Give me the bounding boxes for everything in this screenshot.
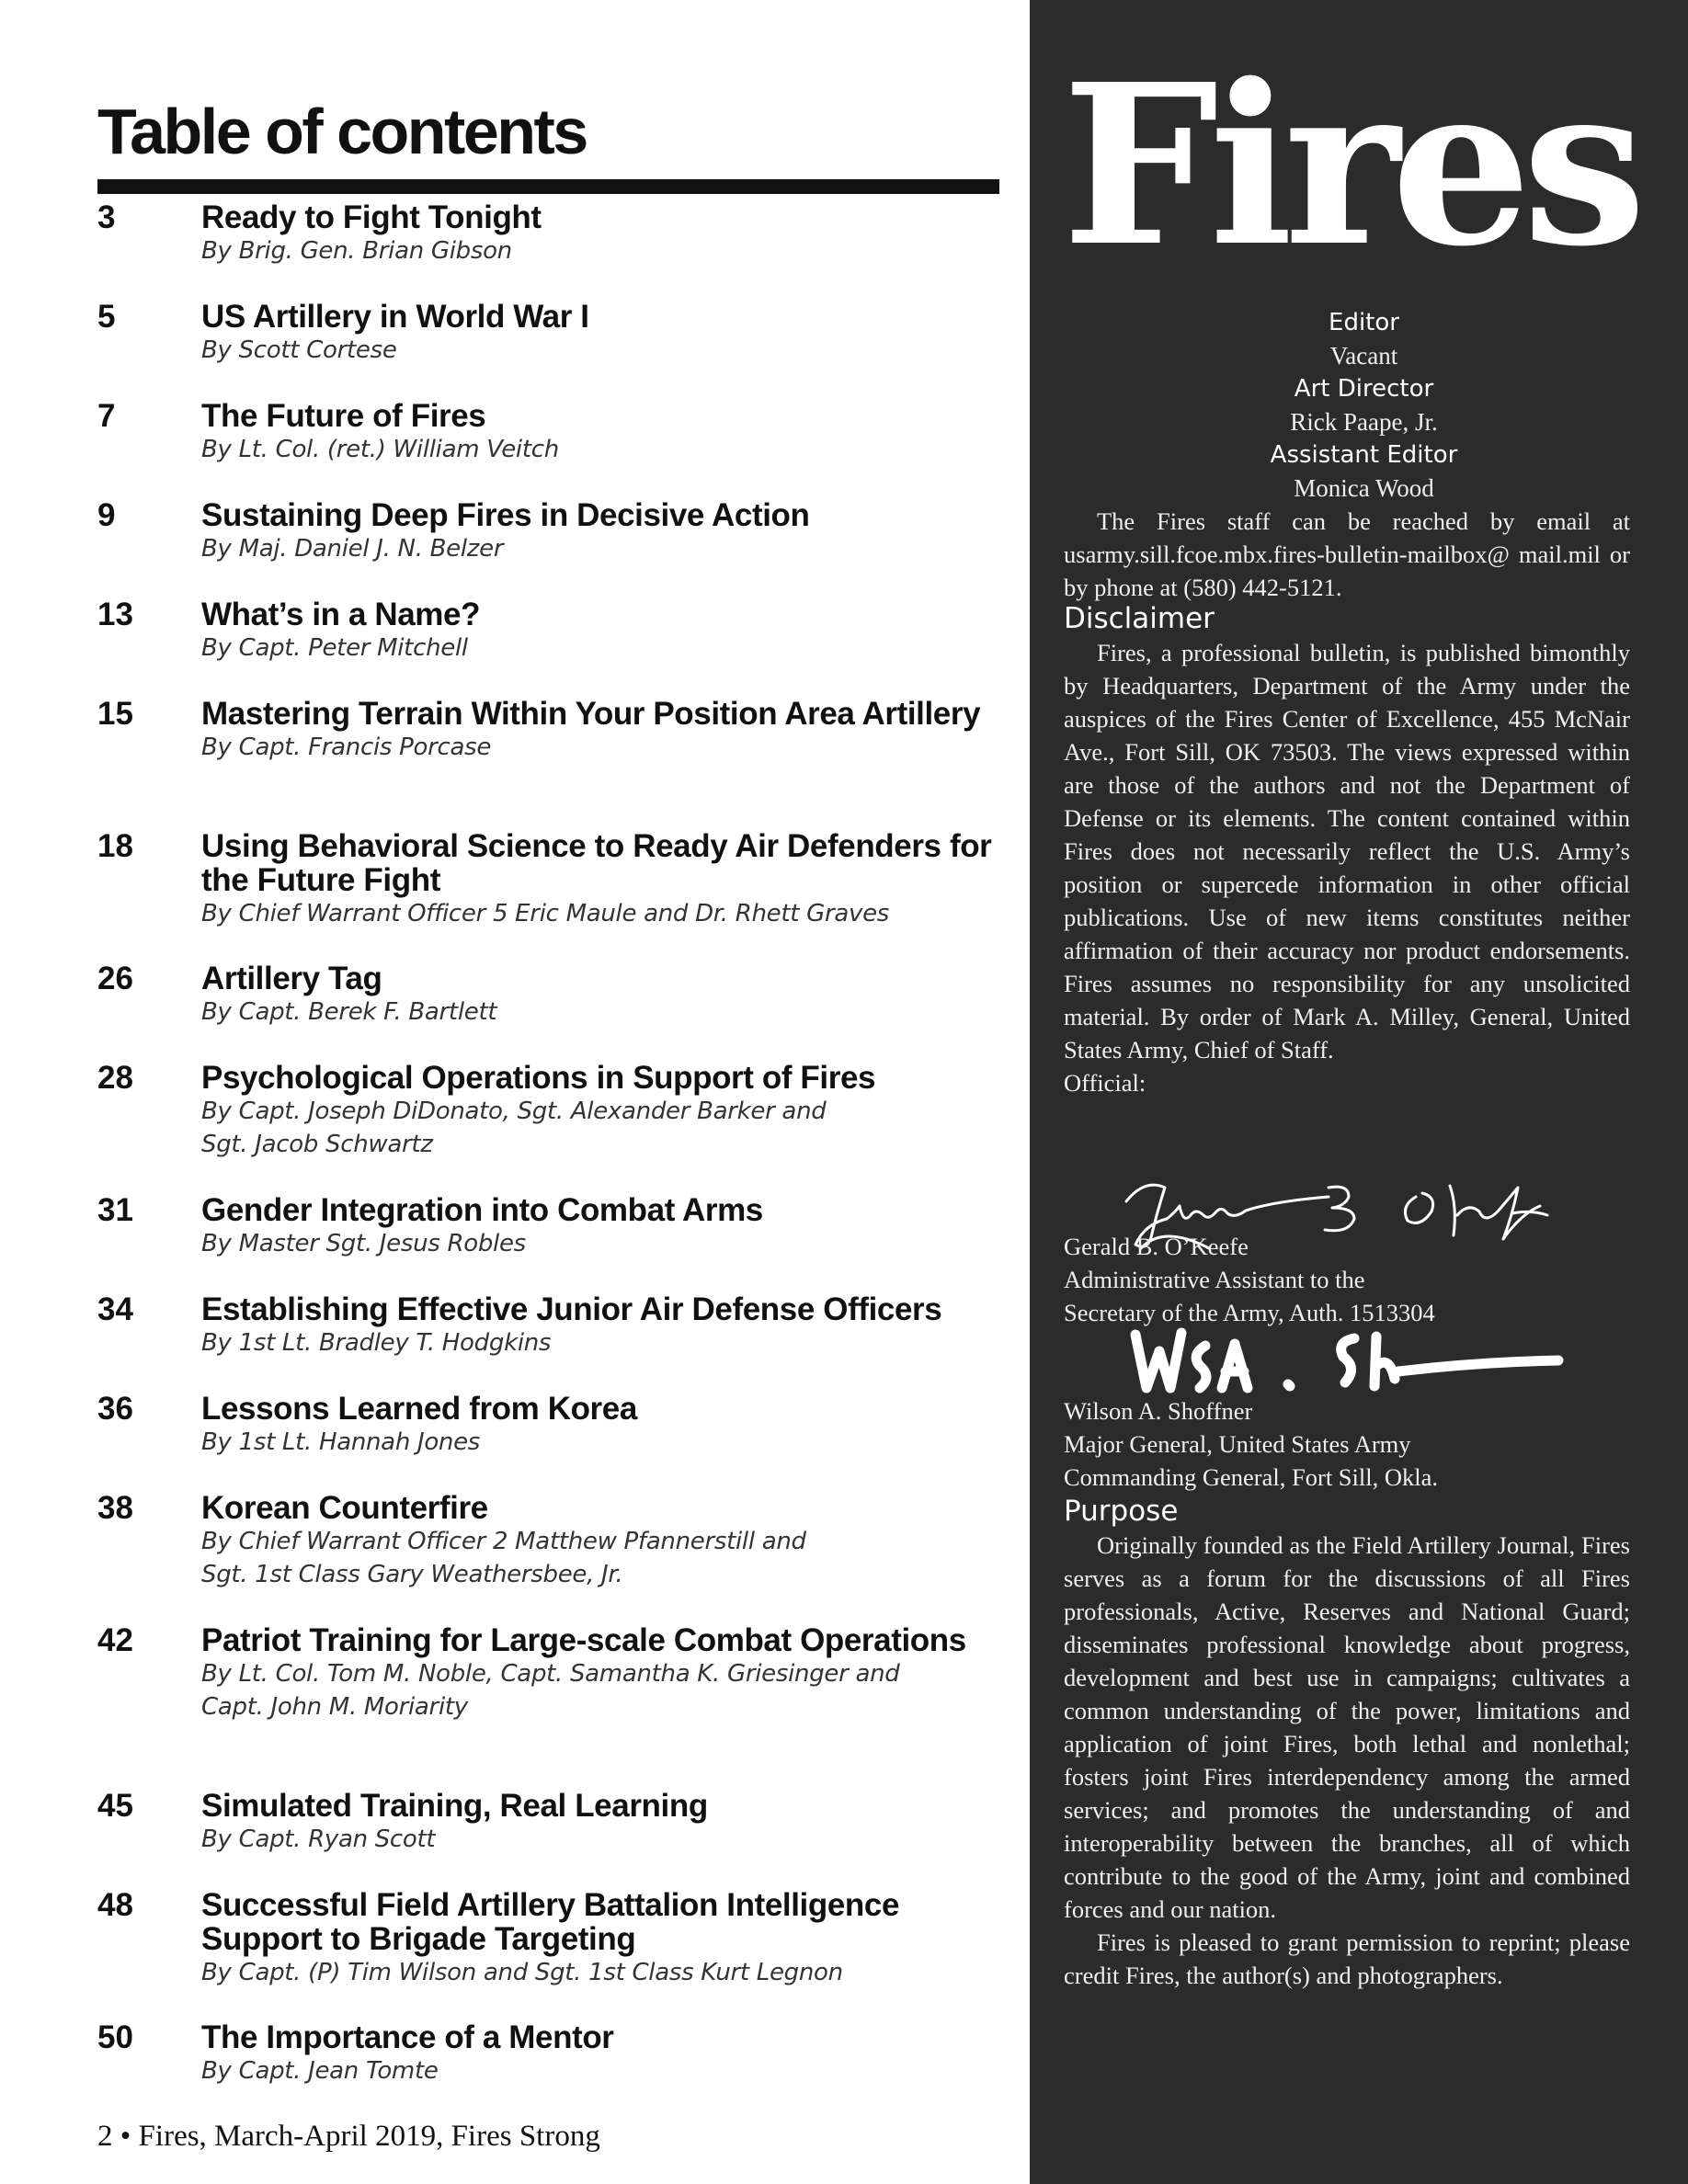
page-footer: 2 • Fires, March-April 2019, Fires Strong bbox=[97, 2120, 600, 2153]
toc-page-number: 13 bbox=[97, 597, 133, 632]
staff-assistant-editor-role: Assistant Editor bbox=[1270, 441, 1458, 469]
purpose-section bbox=[1064, 1494, 1630, 1992]
toc-entry-page-38[interactable] bbox=[97, 1491, 1008, 1591]
toc-article-byline: By Capt. Francis Porcase bbox=[201, 734, 492, 761]
toc-article-byline: By Scott Cortese bbox=[201, 336, 397, 364]
toc-page-number: 5 bbox=[97, 299, 116, 335]
toc-entry-page-7[interactable] bbox=[97, 399, 1008, 466]
toc-article-title[interactable]: Simulated Training, Real Learning bbox=[201, 1788, 708, 1824]
toc-article-title[interactable]: The Future of Fires bbox=[201, 398, 486, 434]
toc-article-title[interactable]: Gender Integration into Combat Arms bbox=[201, 1192, 763, 1228]
toc-entry-page-42[interactable] bbox=[97, 1623, 1008, 1723]
toc-article-title[interactable]: Mastering Terrain Within Your Position Area Artillery bbox=[201, 696, 981, 732]
toc-entry-page-18[interactable] bbox=[97, 829, 1008, 930]
toc-article-byline: By Capt. Berek F. Bartlett bbox=[201, 998, 497, 1026]
toc-page-number: 9 bbox=[97, 497, 116, 533]
toc-article-title[interactable]: What’s in a Name? bbox=[201, 597, 481, 632]
toc-entry-page-34[interactable] bbox=[97, 1292, 1008, 1359]
toc-page-number: 3 bbox=[97, 199, 116, 235]
purpose-text: Originally founded as the Field Artillery Journal, Fires serves as a forum for the discussions of all Fires professionals, Active, Reserves and National Guard; disseminates professional knowledge about progress, development and best use in campaigns; cultivates a common understanding of the power, limitations and application of joint Fires, both lethal and nonlethal; fosters joint Fires interdependency among the armed services; and promotes the understanding of and interoperability between the branches, all of which contribute to the good of the Army, joint and combined forces and our nation. bbox=[1064, 1531, 1630, 1923]
toc-entry-page-50[interactable] bbox=[97, 2020, 1008, 2087]
toc-entry-page-31[interactable] bbox=[97, 1193, 1008, 1260]
toc-article-title[interactable]: Lessons Learned from Korea bbox=[201, 1391, 637, 1427]
staff-art-director-name: Rick Paape, Jr. bbox=[1290, 408, 1438, 436]
toc-article-byline: By 1st Lt. Bradley T. Hodgkins bbox=[201, 1329, 552, 1357]
signatory-okeefe-name: Gerald B. O’Keefe bbox=[1064, 1233, 1249, 1260]
toc-article-title[interactable]: US Artillery in World War I bbox=[201, 299, 589, 335]
signatory-okeefe-title: Administrative Assistant to the bbox=[1064, 1266, 1365, 1293]
toc-article-byline: By Lt. Col. Tom M. Noble, Capt. Samantha K. Griesinger and Capt. John M. Moriarity bbox=[201, 1660, 900, 1721]
toc-page-number: 15 bbox=[97, 696, 133, 732]
toc-entry-page-26[interactable] bbox=[97, 961, 1008, 1029]
toc-entry-page-28[interactable] bbox=[97, 1061, 1008, 1161]
toc-article-byline: By Capt. Joseph DiDonato, Sgt. Alexander Barker and Sgt. Jacob Schwartz bbox=[201, 1098, 827, 1158]
toc-entry-page-48[interactable] bbox=[97, 1888, 1008, 1989]
reprint-permission-text: Fires is pleased to grant permission to reprint; please credit Fires, the author(s) and photographers. bbox=[1064, 1928, 1630, 1989]
toc-entry-page-3[interactable] bbox=[97, 200, 1008, 267]
staff-list bbox=[1030, 306, 1664, 505]
toc-article-byline: By Chief Warrant Officer 2 Matthew Pfannerstill and Sgt. 1st Class Gary Weathersbee, Jr. bbox=[201, 1528, 806, 1588]
signatory-okeefe-authority: Secretary of the Army, Auth. 1513304 bbox=[1064, 1299, 1435, 1326]
toc-entry-page-45[interactable] bbox=[97, 1789, 1008, 1856]
signatory-shoffner bbox=[1064, 1394, 1630, 1494]
signatory-shoffner-command: Commanding General, Fort Sill, Okla. bbox=[1064, 1463, 1439, 1491]
toc-article-title[interactable]: Korean Counterfire bbox=[201, 1490, 488, 1526]
staff-editor-name: Vacant bbox=[1329, 342, 1398, 370]
toc-page-number: 28 bbox=[97, 1060, 133, 1096]
toc-article-title[interactable]: Artillery Tag bbox=[201, 961, 382, 996]
official-label: Official: bbox=[1064, 1069, 1146, 1097]
toc-article-title[interactable]: Successful Field Artillery Battalion Intelligence Support to Brigade Targeting bbox=[201, 1887, 900, 1957]
toc-entry-page-15[interactable] bbox=[97, 697, 1008, 764]
toc-article-byline: By Master Sgt. Jesus Robles bbox=[201, 1230, 526, 1257]
disclaimer-section bbox=[1064, 601, 1630, 1099]
toc-article-title[interactable]: The Importance of a Mentor bbox=[201, 2019, 614, 2055]
signatory-okeefe bbox=[1064, 1230, 1630, 1329]
toc-article-byline: By Capt. (P) Tim Wilson and Sgt. 1st Class Kurt Legnon bbox=[201, 1959, 843, 1986]
masthead-panel bbox=[1030, 0, 1688, 2184]
toc-entry-page-36[interactable] bbox=[97, 1392, 1008, 1459]
contact-text: The Fires staff can be reached by email at usarmy.sill.fcoe.mbx.fires-bulletin-mailbox@ mail.mil or by phone at (580) 442-5121. bbox=[1064, 507, 1630, 601]
staff-editor-role: Editor bbox=[1329, 309, 1399, 336]
disclaimer-text: Fires, a professional bulletin, is published bimonthly by Headquarters, Department of the Army under the auspices of the Fires Center of Excellence, 455 McNair Ave., Fort Sill, OK 73503. The views expressed within are those of the authors and not the Department of Defense or its elements. The content contained within Fires does not necessarily reflect the U.S. Army’s position or supercede information in other official publications. Use of new items constitutes neither affirmation of their accuracy nor product endorsements. Fires assumes no responsibility for any unsolicited material. By order of Mark A. Milley, General, United States Army, Chief of Staff. bbox=[1064, 639, 1630, 1064]
toc-article-byline: By Lt. Col. (ret.) William Veitch bbox=[201, 436, 559, 463]
toc-entry-page-9[interactable] bbox=[97, 498, 1008, 565]
staff-art-director-role: Art Director bbox=[1294, 375, 1434, 403]
toc-entry-page-13[interactable] bbox=[97, 597, 1008, 665]
toc-article-byline: By Capt. Peter Mitchell bbox=[201, 634, 468, 662]
toc-page-number: 50 bbox=[97, 2019, 133, 2055]
disclaimer-heading: Disclaimer bbox=[1064, 602, 1215, 635]
toc-article-title[interactable]: Psychological Operations in Support of Fires bbox=[201, 1060, 876, 1096]
contact-section bbox=[1064, 505, 1630, 604]
toc-article-byline: By Capt. Jean Tomte bbox=[201, 2057, 439, 2085]
toc-page-number: 42 bbox=[97, 1622, 133, 1658]
toc-article-title[interactable]: Using Behavioral Science to Ready Air Defenders for the Future Fight bbox=[201, 828, 992, 898]
toc-page-number: 38 bbox=[97, 1490, 133, 1526]
purpose-heading: Purpose bbox=[1064, 1495, 1179, 1528]
toc-article-byline: By Chief Warrant Officer 5 Eric Maule and Dr. Rhett Graves bbox=[201, 900, 890, 927]
toc-article-title[interactable]: Ready to Fight Tonight bbox=[201, 199, 542, 235]
toc-page-number: 45 bbox=[97, 1788, 133, 1824]
toc-article-byline: By Capt. Ryan Scott bbox=[201, 1826, 436, 1853]
toc-article-title[interactable]: Establishing Effective Junior Air Defense Officers bbox=[201, 1291, 942, 1327]
toc-page-number: 34 bbox=[97, 1291, 133, 1327]
signatory-shoffner-name: Wilson A. Shoffner bbox=[1064, 1397, 1253, 1425]
signatory-shoffner-title: Major General, United States Army bbox=[1064, 1430, 1411, 1458]
toc-article-byline: By 1st Lt. Hannah Jones bbox=[201, 1428, 481, 1456]
toc-article-title[interactable]: Patriot Training for Large-scale Combat Operations bbox=[201, 1622, 966, 1658]
toc-entry-page-5[interactable] bbox=[97, 300, 1008, 367]
toc-page-number: 18 bbox=[97, 828, 133, 864]
toc-page-number: 26 bbox=[97, 961, 133, 996]
staff-assistant-editor-name: Monica Wood bbox=[1294, 474, 1434, 502]
toc-divider bbox=[97, 179, 999, 194]
masthead-logo: Fires bbox=[1062, 36, 1637, 295]
toc-article-byline: By Brig. Gen. Brian Gibson bbox=[201, 237, 512, 265]
toc-article-byline: By Maj. Daniel J. N. Belzer bbox=[201, 535, 504, 563]
toc-article-title[interactable]: Sustaining Deep Fires in Decisive Action bbox=[201, 497, 810, 533]
toc-page-number: 31 bbox=[97, 1192, 133, 1228]
toc-page-number: 48 bbox=[97, 1887, 133, 1923]
toc-title: Table of contents bbox=[97, 96, 587, 167]
toc-page-number: 7 bbox=[97, 398, 116, 434]
toc-page-number: 36 bbox=[97, 1391, 133, 1427]
